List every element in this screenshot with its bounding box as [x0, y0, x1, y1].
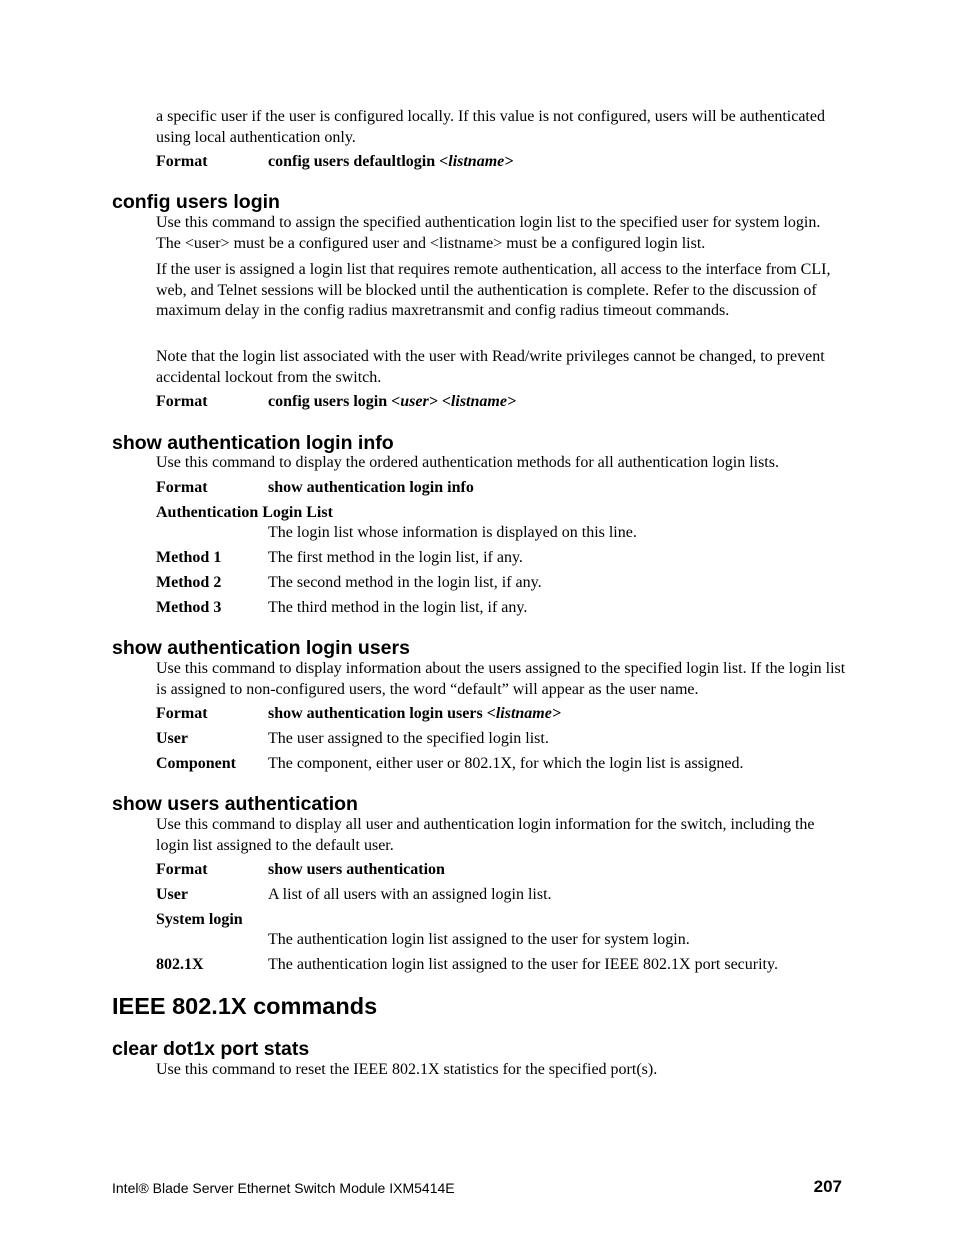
- paragraph: Use this command to reset the IEEE 802.1X statistics for the specified port(s).: [156, 1061, 658, 1078]
- paragraph: If the user is assigned a login list that requires remote authentication, all access to the interface from CLI, web, and Telnet sessions will be blocked until the authentication is complete. Refer to the discussion of maximum delay in the config radius maxretransmit and config radius timeout commands.: [156, 261, 831, 319]
- paragraph: Use this command to display the ordered authentication methods for all authentication login lists.: [156, 454, 779, 471]
- format-label: Format: [156, 479, 208, 496]
- definition-term: Method 3: [156, 599, 222, 616]
- format-row: [156, 478, 846, 499]
- format-label: Format: [156, 393, 208, 410]
- section-heading-clear-dot1x-port-stats: clear dot1x port stats: [112, 1038, 310, 1060]
- format-label: Format: [156, 861, 208, 878]
- definition-term: User: [156, 886, 188, 903]
- definition-description: The component, either user or 802.1X, for which the login list is assigned.: [268, 755, 744, 772]
- definition-term: Authentication Login List: [156, 504, 333, 521]
- intro-format-row: [156, 152, 846, 173]
- format-command-text: show authentication login users: [268, 705, 487, 722]
- section-heading-show-users-authentication: show users authentication: [112, 793, 358, 815]
- paragraph: Use this command to display information about the users assigned to the specified login list. If the login list is assigned to non-configured users, the word “default” will appear as the user name.: [156, 660, 846, 698]
- format-argument: <listname>: [439, 153, 514, 170]
- definition-term: Component: [156, 755, 237, 772]
- definition-description: The first method in the login list, if any.: [268, 549, 523, 566]
- definition-term: Method 1: [156, 549, 222, 566]
- format-command-text: config users login: [268, 393, 392, 410]
- paragraph: Use this command to assign the specified authentication login list to the specified user for system login. The <user> must be a configured user and <listname> must be a configured login list.: [156, 214, 821, 252]
- definition-description: The third method in the login list, if any.: [268, 599, 528, 616]
- format-command: show authentication login info: [268, 479, 474, 496]
- paragraph: Note that the login list associated with the user with Read/write privileges cannot be changed, to prevent accidental lockout from the switch.: [156, 348, 825, 386]
- definition-term-row: [156, 503, 846, 524]
- definition-row: [156, 754, 846, 775]
- section-heading-show-authentication-login-info: show authentication login info: [112, 432, 394, 454]
- definition-description: The user assigned to the specified login list.: [268, 730, 549, 747]
- section-heading-show-authentication-login-users: show authentication login users: [112, 637, 410, 659]
- paragraph: Use this command to display all user and authentication login information for the switch, including the login list assigned to the default user.: [156, 816, 815, 854]
- format-label: Format: [156, 705, 208, 722]
- definition-description: The login list whose information is displayed on this line.: [268, 524, 637, 541]
- definition-term: System login: [156, 911, 243, 928]
- format-command-text: config users defaultlogin: [268, 153, 440, 170]
- definition-row: [156, 955, 846, 976]
- definition-description: The authentication login list assigned to the user for system login.: [268, 931, 690, 948]
- format-row: [156, 860, 846, 881]
- definition-desc-row: [156, 930, 846, 951]
- definition-row: [156, 598, 846, 619]
- format-argument: <user>: [391, 393, 438, 410]
- format-command: [268, 704, 561, 725]
- section-heading-config-users-login: config users login: [112, 191, 280, 213]
- definition-term: User: [156, 730, 188, 747]
- definition-term-row: [156, 910, 846, 931]
- definition-row: [156, 548, 846, 569]
- format-argument: <listname>: [441, 393, 517, 410]
- format-argument: <listname>: [486, 705, 561, 722]
- definition-row: [156, 885, 846, 906]
- format-label: Format: [156, 153, 208, 170]
- format-command: [268, 152, 513, 173]
- format-command: show users authentication: [268, 861, 445, 878]
- format-command: [268, 392, 516, 413]
- definition-row: [156, 573, 846, 594]
- format-row: [156, 392, 846, 413]
- definition-row: [156, 729, 846, 750]
- intro-paragraph: a specific user if the user is configured locally. If this value is not configured, users will be authenticated using local authentication only.: [156, 108, 825, 146]
- page-number: 207: [813, 1177, 842, 1196]
- definition-desc-row: [156, 523, 846, 544]
- definition-term: 802.1X: [156, 956, 204, 973]
- definition-description: The second method in the login list, if any.: [268, 574, 542, 591]
- chapter-heading: IEEE 802.1X commands: [112, 993, 378, 1019]
- definition-description: The authentication login list assigned to the user for IEEE 802.1X port security.: [268, 956, 778, 973]
- definition-description: A list of all users with an assigned login list.: [268, 886, 552, 903]
- format-row: [156, 704, 846, 725]
- footer-title: Intel® Blade Server Ethernet Switch Module IXM5414E: [112, 1180, 455, 1196]
- definition-term: Method 2: [156, 574, 222, 591]
